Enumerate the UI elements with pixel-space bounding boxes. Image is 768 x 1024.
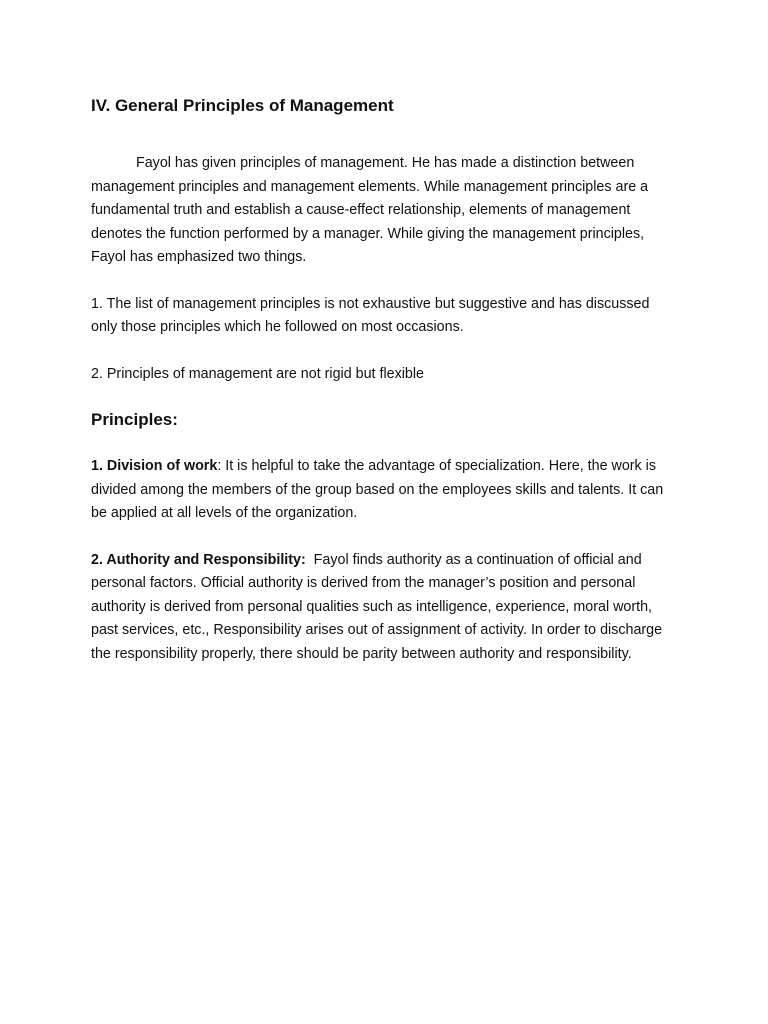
principle-term: 1. Division of work [91, 458, 218, 474]
principles-heading: Principles: [91, 410, 178, 429]
principle-text: Fayol finds authority as a continuation of official and personal factors. Official authority is derived from the manager’s position and personal authority is derived from personal qualities such as intelligence, experience, moral worth, past services, etc., Responsibility arises out of assignment of activity. In order to discharge the responsibility properly, there should be parity between authority and responsibility. [91, 551, 667, 662]
principle-term: 2. Authority and Responsibility: [91, 551, 306, 568]
principle-authority-responsibility [91, 549, 678, 667]
point-two-paragraph: 2. Principles of management are not rigid but flexible [91, 365, 424, 382]
point-one-paragraph: 1. The list of management principles is not exhaustive but suggestive and has discussed only those principles which he followed on most occasions. [91, 295, 650, 335]
principle-division-of-work [91, 455, 678, 526]
principle-text: : It is helpful to take the advantage of specialization. Here, the work is divided among the members of the group based on the employees skills and talents. It can be applied at all levels of the organization. [91, 458, 668, 521]
intro-paragraph: Fayol has given principles of management. He has made a distinction between management principles and management elements. While management principles are a fundamental truth and establish a cause-effect relationship, elements of management denotes the function performed by a manager. While giving the management principles, Fayol has emphasized two things. [91, 155, 649, 265]
section-title: IV. General Principles of Management [91, 96, 394, 115]
